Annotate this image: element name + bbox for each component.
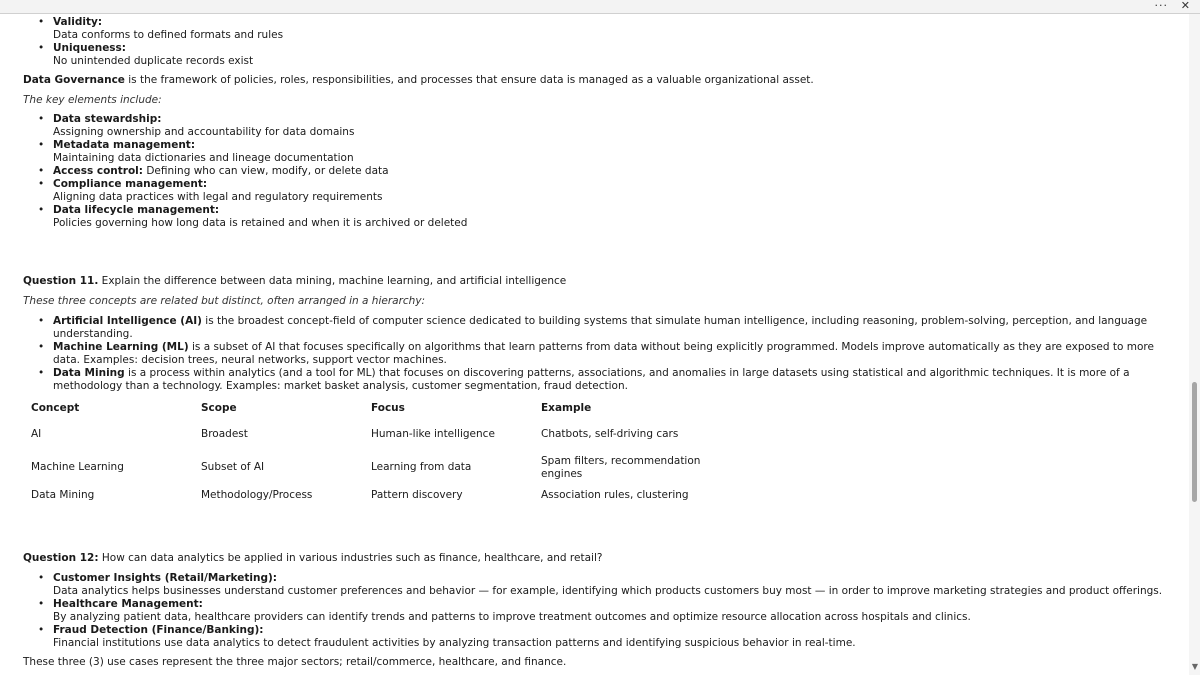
table-cell: AI [31, 428, 42, 440]
desc: Financial institutions use data analytics to detect fraudulent activities by analyzing transaction patterns and identifying suspicious behavior in real-time. [53, 637, 856, 649]
list-item [38, 178, 467, 204]
list-item [38, 624, 1173, 650]
term: Access control: [53, 165, 143, 177]
list-item [38, 572, 1173, 598]
question-label: Question 12: [23, 552, 99, 564]
question-text: Explain the difference between data mining, machine learning, and artificial intelligence [98, 275, 567, 287]
table-cell: Methodology/Process [201, 489, 313, 501]
more-options-icon[interactable]: ··· [1154, 0, 1168, 12]
list-item [38, 341, 1173, 367]
table-cell: Spam filters, recommendation engines [541, 455, 701, 480]
question-label: Question 11. [23, 275, 99, 287]
term: Compliance management: [53, 178, 208, 190]
question-text: How can data analytics be applied in various industries such as finance, healthcare, and retail? [98, 552, 603, 564]
list-item [38, 165, 467, 178]
list-item [38, 367, 1173, 393]
scroll-down-arrow-icon[interactable]: ▼ [1191, 662, 1198, 671]
term: Data stewardship: [53, 113, 162, 125]
desc: Aligning data practices with legal and regulatory requirements [53, 191, 383, 203]
term: Machine Learning (ML) [53, 341, 189, 353]
term: Metadata management: [53, 139, 196, 151]
closing-paragraph: These three (3) use cases represent the three major sectors; retail/commerce, healthcare, and finance. [23, 656, 567, 668]
list-item [38, 113, 467, 139]
governance-term: Data Governance [23, 74, 125, 86]
desc: No unintended duplicate records exist [53, 55, 254, 67]
table-cell: Learning from data [371, 461, 472, 473]
table-cell: Association rules, clustering [541, 489, 689, 501]
desc: Defining who can view, modify, or delete data [142, 165, 389, 177]
question-11-intro: These three concepts are related but distinct, often arranged in a hierarchy: [23, 295, 426, 307]
industries-list [38, 572, 1173, 650]
table-cell: Machine Learning [31, 461, 124, 473]
close-icon[interactable]: ✕ [1180, 0, 1190, 12]
term: Validity: [53, 16, 103, 28]
desc: Maintaining data dictionaries and lineage documentation [53, 152, 354, 164]
table-cell: Subset of AI [201, 461, 265, 473]
table-cell: Broadest [201, 428, 248, 440]
list-item [38, 204, 467, 230]
table-header: Example [541, 402, 592, 414]
table-row [23, 485, 723, 515]
concepts-list [38, 315, 1173, 393]
table-cell: Human-like intelligence [371, 428, 495, 440]
governance-intro: The key elements include: [23, 94, 162, 106]
comparison-table [23, 402, 723, 515]
window-title-bar [0, 0, 1200, 14]
table-header: Focus [371, 402, 405, 414]
term: Artificial Intelligence (AI) [53, 315, 202, 327]
table-row [23, 428, 723, 454]
desc: Data analytics helps businesses understand customer preferences and behavior — for example, identifying which products customers buy most — in order to improve marketing strategies and product offerings. [53, 585, 1163, 597]
question-11-heading [23, 275, 566, 288]
desc: is the broadest concept-field of computer science dedicated to building systems that simulate human intelligence, including reasoning, problem-solving, perception, and language understanding. [53, 315, 1148, 340]
list-item [38, 315, 1173, 341]
list-item [38, 16, 283, 42]
table-cell: Pattern discovery [371, 489, 463, 501]
term: Fraud Detection (Finance/Banking): [53, 624, 264, 636]
term: Data lifecycle management: [53, 204, 220, 216]
list-item [38, 598, 1173, 624]
quality-list [38, 16, 283, 68]
desc: Data conforms to defined formats and rules [53, 29, 284, 41]
desc: is a subset of AI that focuses specifically on algorithms that learn patterns from data without being explicitly programmed. Models improve automatically as they are exposed to more data. Examples: decision trees, neural networks, support vector machines. [53, 341, 1154, 366]
term: Healthcare Management: [53, 598, 203, 610]
table-row [23, 454, 723, 485]
list-item [38, 139, 467, 165]
table-header: Concept [31, 402, 80, 414]
desc: is a process within analytics (and a tool for ML) that focuses on discovering patterns, associations, and anomalies in large datasets using statistical and algorithmic techniques. It is more of a methodology than a technology. Examples: market basket analysis, customer segmentation, fraud detection. [53, 367, 1130, 392]
desc: Policies governing how long data is retained and when it is archived or deleted [53, 217, 468, 229]
list-item [38, 42, 283, 68]
table-header-row [23, 402, 723, 428]
vertical-scrollbar[interactable] [1189, 14, 1200, 675]
governance-text: is the framework of policies, roles, responsibilities, and processes that ensure data is managed as a valuable organizational asset. [124, 74, 814, 86]
governance-list [38, 113, 467, 230]
scrollbar-thumb[interactable] [1192, 382, 1197, 502]
table-header: Scope [201, 402, 237, 414]
term: Uniqueness: [53, 42, 127, 54]
table-cell: Data Mining [31, 489, 95, 501]
desc: Assigning ownership and accountability for data domains [53, 126, 355, 138]
governance-paragraph [23, 74, 814, 87]
term: Data Mining [53, 367, 125, 379]
table-cell: Chatbots, self-driving cars [541, 428, 679, 440]
desc: By analyzing patient data, healthcare providers can identify trends and patterns to improve treatment outcomes and optimize resource allocation across hospitals and clinics. [53, 611, 971, 623]
term: Customer Insights (Retail/Marketing): [53, 572, 277, 584]
question-12-heading [23, 552, 602, 565]
